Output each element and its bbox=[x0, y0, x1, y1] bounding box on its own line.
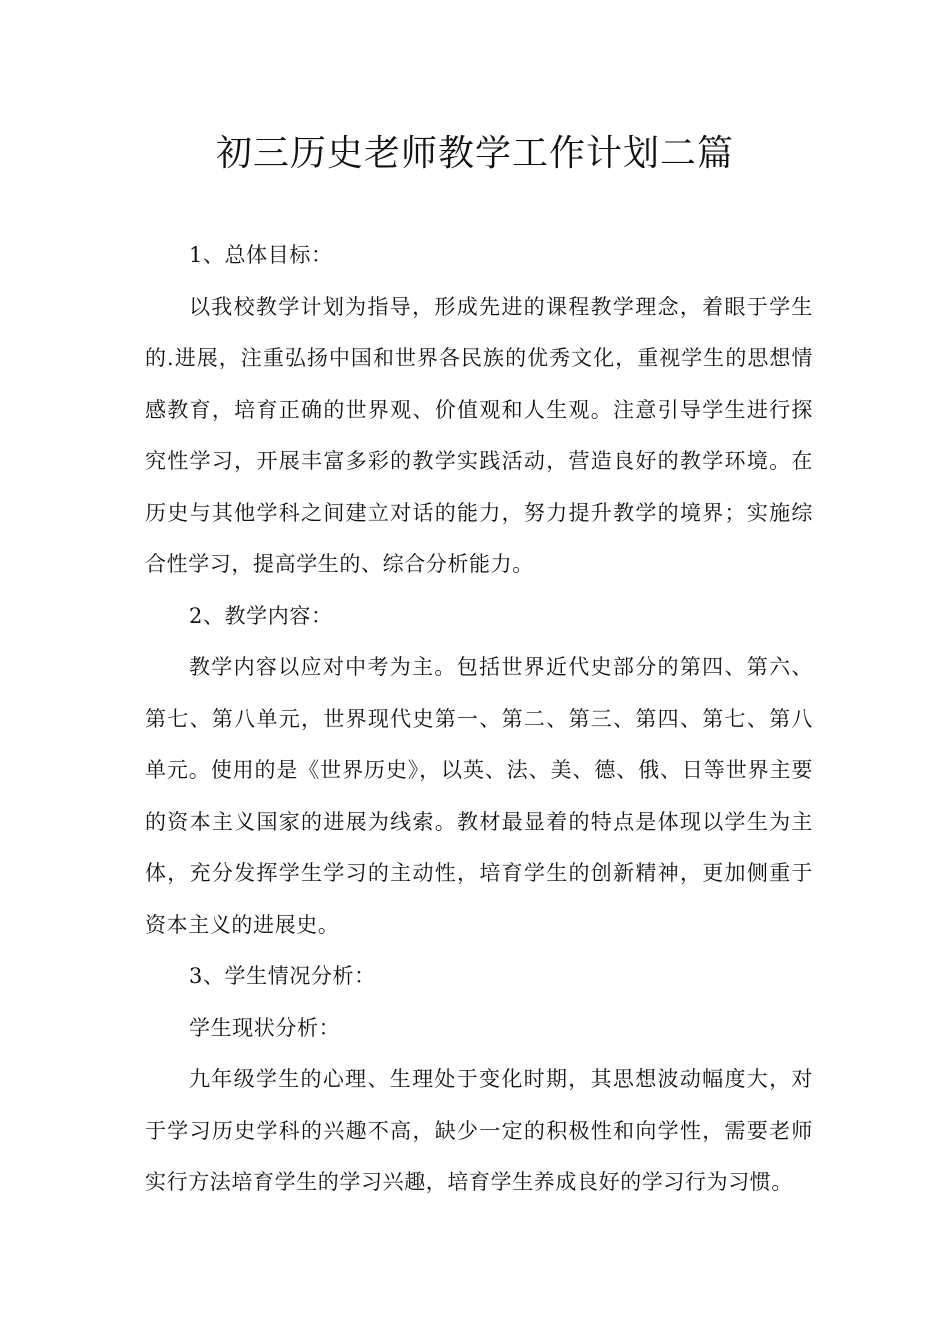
section-heading-goals: 1、总体目标： bbox=[189, 243, 333, 267]
paragraph-goals: 以我校教学计划为指导，形成先进的课程教学理念，着眼于学生的.进展，注重弘扬中国和世界各民族的优秀文化，重视学生的思想情感教育，培育正确的世界观、价值观和人生观。注意引导学生进行探究性学习，开展丰富多彩的教学实践活动，营造良好的教学环境。在历史与其他学科之间建立对话的能力，努力提升教学的境界；实施综合性学习，提高学生的、综合分析能力。 bbox=[145, 294, 813, 576]
subheading-student-status: 学生现状分析： bbox=[189, 1015, 341, 1040]
section-heading-content: 2、教学内容： bbox=[189, 603, 333, 628]
paragraph-student-status: 九年级学生的心理、生理处于变化时期，其思想波动幅度大，对于学习历史学科的兴趣不高，缺少一定的积极性和向学性，需要老师实行方法培育学生的学习兴趣，培育学生养成良好的学习行为习惯。 bbox=[145, 1067, 813, 1194]
paragraph-content: 教学内容以应对中考为主。包括世界近代史部分的第四、第六、第七、第八单元，世界现代史第一、第二、第三、第四、第七、第八单元。使用的是《世界历史》，以英、法、美、德、俄、日等世界主要的资本主义国家的进展为线索。教材最显着的特点是体现以学生为主体，充分发挥学生学习的主动性，培育学生的创新精神，更加侧重于资本主义的进展史。 bbox=[145, 655, 813, 937]
document-title: 初三历史老师教学工作计划二篇 bbox=[215, 133, 734, 174]
document-body bbox=[145, 230, 813, 1209]
section-heading-students: 3、学生情况分析： bbox=[189, 964, 376, 988]
